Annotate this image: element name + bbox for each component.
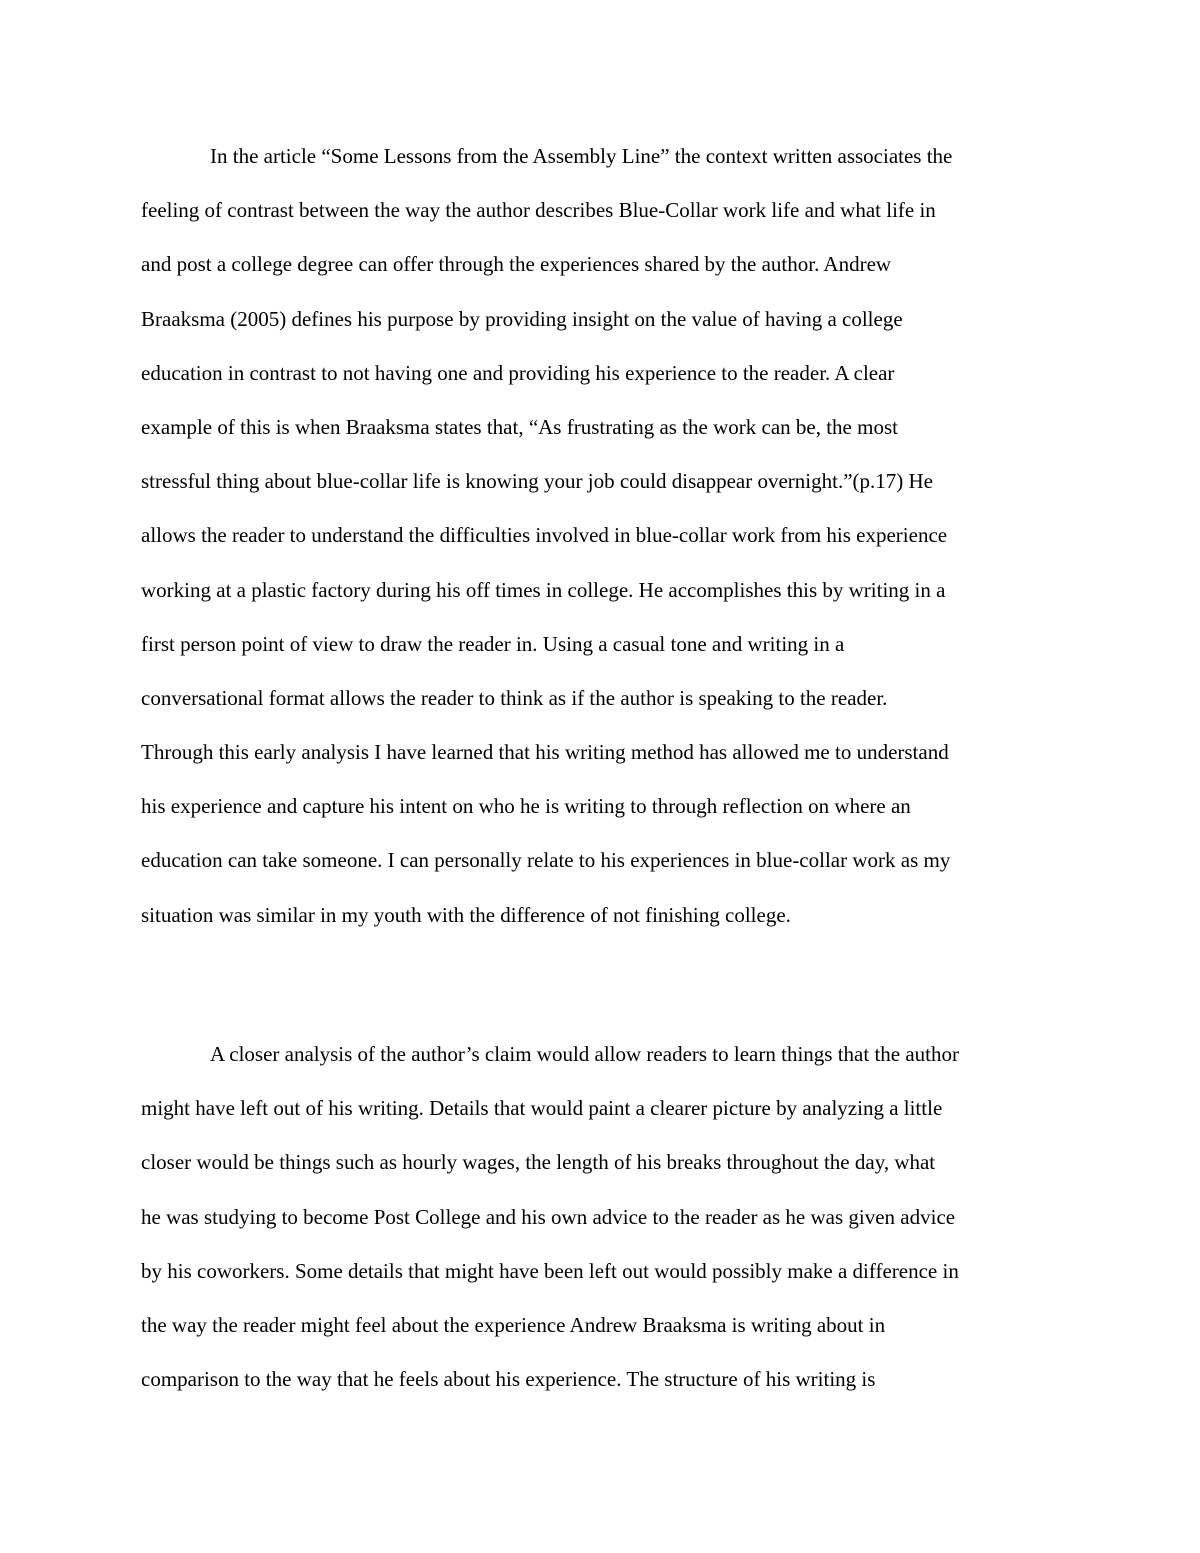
text-line: first person point of view to draw the reader in. Using a casual tone and writing in a xyxy=(141,631,845,656)
text-line: comparison to the way that he feels about his experience. The structure of his writing is xyxy=(141,1367,876,1392)
text-line: situation was similar in my youth with the difference of not finishing college. xyxy=(141,902,791,927)
paragraph-2 xyxy=(141,1032,1071,1411)
text-line: Through this early analysis I have learned that his writing method has allowed me to understand xyxy=(141,740,949,765)
paragraph-1 xyxy=(141,134,1071,947)
text-line: his experience and capture his intent on who he is writing to through reflection on where an xyxy=(141,794,911,819)
text-line: working at a plastic factory during his off times in college. He accomplishes this by writing in a xyxy=(141,577,946,602)
text-line: allows the reader to understand the difficulties involved in blue-collar work from his experience xyxy=(141,523,948,548)
text-line: the way the reader might feel about the experience Andrew Braaksma is writing about in xyxy=(141,1312,886,1337)
text-line: conversational format allows the reader to think as if the author is speaking to the reader. xyxy=(141,685,888,710)
text-line: feeling of contrast between the way the author describes Blue-Collar work life and what life in xyxy=(141,198,936,223)
text-line: education in contrast to not having one and providing his experience to the reader. A clear xyxy=(141,360,895,385)
text-line: education can take someone. I can personally relate to his experiences in blue-collar work as my xyxy=(141,848,951,873)
text-line: A closer analysis of the author’s claim would allow readers to learn things that the author xyxy=(210,1042,959,1066)
text-line: by his coworkers. Some details that might have been left out would possibly make a difference in xyxy=(141,1258,959,1283)
text-line: example of this is when Braaksma states that, “As frustrating as the work can be, the most xyxy=(141,414,898,439)
text-line: In the article “Some Lessons from the Assembly Line” the context written associates the xyxy=(210,144,953,168)
text-line: he was studying to become Post College and his own advice to the reader as he was given advice xyxy=(141,1204,956,1229)
text-line: might have left out of his writing. Details that would paint a clearer picture by analyzing a little xyxy=(141,1096,943,1121)
text-line: Braaksma (2005) defines his purpose by providing insight on the value of having a college xyxy=(141,306,903,331)
text-line: and post a college degree can offer through the experiences shared by the author. Andrew xyxy=(141,252,892,277)
text-line: closer would be things such as hourly wages, the length of his breaks throughout the day, what xyxy=(141,1150,936,1175)
text-line: stressful thing about blue-collar life is knowing your job could disappear overnight.”(p.17) He xyxy=(141,469,933,494)
